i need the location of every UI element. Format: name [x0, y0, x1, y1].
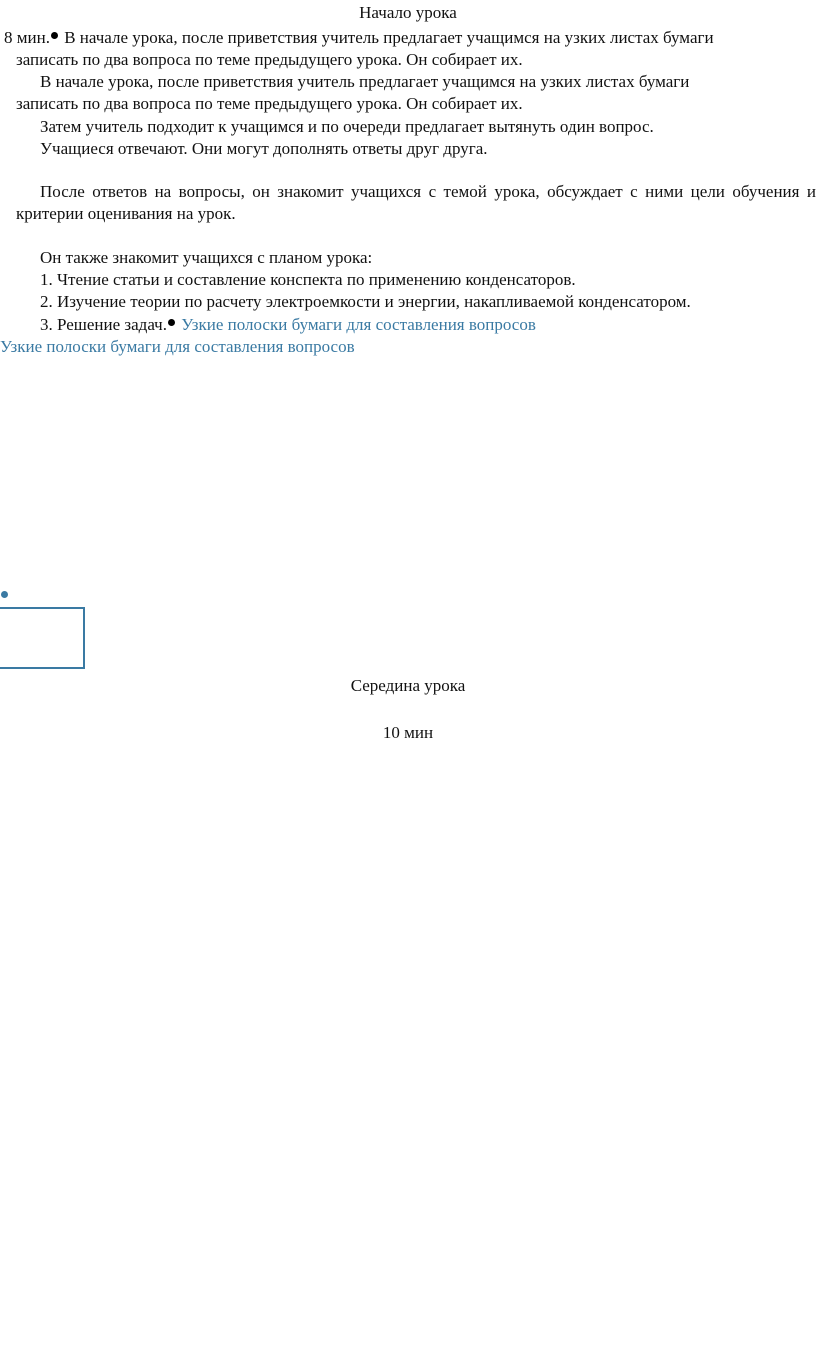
para1-line1: В начале урока, после приветствия учитель предлагает учащимся на узких листах бумаги: [40, 72, 690, 91]
bullet-icon: [51, 32, 58, 39]
bullet-icon: [168, 319, 175, 326]
section-middle-title: Середина урока: [350, 676, 466, 695]
empty-frame: [0, 607, 85, 669]
section-middle-time: 10 мин: [382, 723, 434, 742]
section-start-time: 8 мин.: [4, 28, 50, 47]
plan-item-3-line: [40, 314, 536, 336]
plan-intro: Он также знакомит учащихся с планом урока:: [40, 248, 373, 267]
bullet-text-line2: записать по два вопроса по теме предыдущего урока. Он собирает их.: [16, 50, 523, 69]
para3: Учащиеся отвечают. Они могут дополнять ответы друг друга.: [40, 139, 488, 158]
para1-line2: записать по два вопроса по теме предыдущего урока. Он собирает их.: [16, 94, 523, 113]
resource-label-repeat: Узкие полоски бумаги для составления вопросов: [0, 337, 355, 356]
section-start-bullet-line: [4, 27, 714, 49]
resource-label: Узкие полоски бумаги для составления вопросов: [181, 315, 536, 334]
plan-item-3: 3. Решение задач.: [40, 315, 167, 334]
bullet-icon: [1, 591, 8, 598]
plan-item-2: 2. Изучение теории по расчету электроемкости и энергии, накапливаемой конденсатором.: [40, 292, 691, 311]
section-start-title: Начало урока: [359, 3, 457, 22]
plan-item-1: 1. Чтение статьи и составление конспекта по применению конденсаторов.: [40, 270, 576, 289]
para4: После ответов на вопросы, он знакомит учащихся с темой урока, обсуждает с ними цели обучения и критерии оценивания на урок.: [16, 182, 816, 223]
bullet-text-line1: В начале урока, после приветствия учитель предлагает учащимся на узких листах бумаги: [64, 28, 714, 47]
para2: Затем учитель подходит к учащимся и по очереди предлагает вытянуть один вопрос.: [40, 117, 654, 136]
